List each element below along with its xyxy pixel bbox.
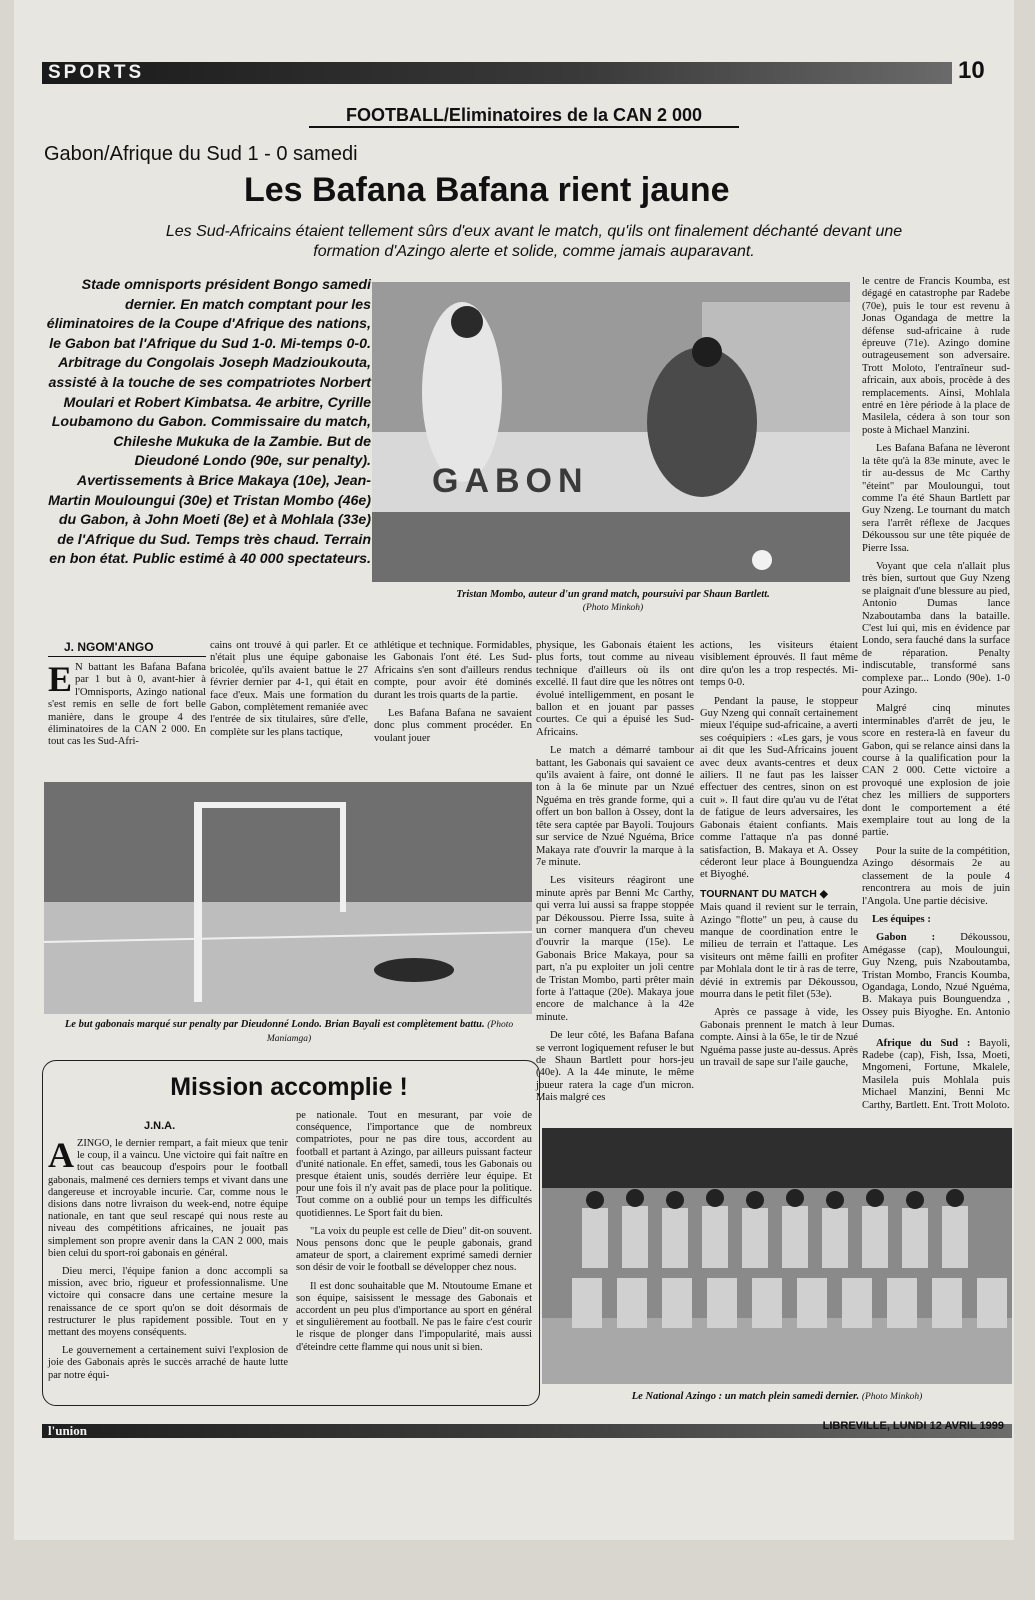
article-col-6-p3: Voyant que cela n'allait plus très bien, surtout que Guy Nzeng se plaignait d'une blessure au pied, Antonio Dumas lance Nzaboutamba dans la bataille. C'est lui qui, mis en évidence par Londo, sera fauché dans la surface de réparation. Penalty indiscutable, transformé sans complexe par... Londo (90e). 1-0 pour Azingo. <box>862 560 1010 696</box>
sidebar-col-2-p3: Il est donc souhaitable que M. Ntoutoume Emane et son équipe, saisissent le message des Gabonais et accordent un peu plus d'importance au sport en général et singulièrement au football. Ne pas le faire c'est courir le risque de plonger dans l'impopularité, mais aussi d'éteindre cette flamme qui nous unit si bien. <box>296 1280 532 1353</box>
sidebar-col-2 <box>296 1110 532 1400</box>
sidebar-col-1-p1-text: ZINGO, le dernier rempart, a fait mieux que tenir le coup, il a vaincu. Une victoire qui fait naître en tout cas beaucoup d'espoirs pour le football gabonais, malmené ces derniers temps et vivant dans une dangereuse et incroyable incurie. Car, comme nous le disions dans notre livraison du week-end, notre équipe nationale, en tant que seul rescapé qui nous reste au niveau des compétitions africaines, ne jouait pas simplement son propre avenir dans la CAN 2 000, mais bien celui du sport-roi gabonais en général. <box>48 1138 288 1259</box>
sidebar-col-2-p2: "La voix du peuple est celle de Dieu" dit-on souvent. Nous pensons donc que le peuple gabonais, grand amateur de sport, a clairement exprimé samedi dernier son désir de voir le football se développer chez nous. <box>296 1225 532 1274</box>
team-photo-caption <box>544 1390 1010 1404</box>
article-col-3 <box>374 640 532 780</box>
goal-photo-caption <box>54 1018 524 1046</box>
article-subhead: TOURNANT DU MATCH ◆ <box>700 887 828 900</box>
goal-caption-credit: (Photo Maniamga) <box>266 1020 514 1044</box>
team-photo <box>542 1128 1012 1384</box>
action-caption-text: Tristan Mombo, auteur d'un grand match, poursuivi par Shaun Bartlett. <box>456 589 770 600</box>
team-photo-art <box>542 1128 1012 1384</box>
overline: Gabon/Afrique du Sud 1 - 0 samedi <box>44 143 358 165</box>
article-col-5-p2: Pendant la pause, le stoppeur Guy Nzeng qui connaît certainement mieux l'équipe sud-africaine, a averti ses coéquipiers : «Les gars, je vous ai dit que les Sud-Africains jouent avec deux avants-centres et deux ailiers. Il ne faut pas les laisser effectuer des centres, sinon on est cuit ». Il faut dire qu'au vu de l'état de fatigue de leurs adversaires, les Gabonais étaient confiants. Mais comme l'attaque n'a pas donné satisfaction, B. Makaya et A. Ossey céderont leur place à Bounguendza et Biyoghé. <box>700 695 858 881</box>
footer-dateline: LIBREVILLE, LUNDI 12 AVRIL 1999 <box>822 1420 1004 1432</box>
sidebar-col-1-p3: Le gouvernement a certainement suivi l'explosion de joie des Gabonais après le succès arraché de haute lutte par notre équi- <box>48 1345 288 1381</box>
standfirst: Les Sud-Africains étaient tellement sûrs d'eux avant le match, qu'ils ont finalement déchanté devant une formation d'Azingo alerte et solide, comme jamais auparavant. <box>165 223 903 260</box>
goal-photo <box>44 782 532 1014</box>
article-col-3-p2: Les Bafana Bafana ne savaient donc plus comment procéder. En voulant jouer <box>374 708 532 744</box>
ad-board-text: GABON <box>432 462 589 500</box>
article-col-5-p4: Après ce passage à vide, les Gabonais prennent le match à leur compte. Ainsi à la 65e, le tir de Nzué Nguéma passe juste au-dessus. Après un travail de sape sur l'aile gauche, <box>700 1007 858 1068</box>
article-col-6 <box>862 276 1010 1116</box>
sidebar-col-1-p2: Dieu merci, l'équipe fanion a donc accompli sa mission, avec brio, rigueur et professionnalisme. Une victoire qui consacre dans une certaine mesure la renaissance de ce sport qu'on se doit désormais de restructurer le plus rapidement possible. Tout en y mettant des moyens conséquents. <box>48 1266 288 1339</box>
byline-rule <box>48 656 206 657</box>
team-caption-text: Le National Azingo : un match plein samedi dernier. <box>631 1391 860 1402</box>
sidebar-byline: J.N.A. <box>144 1120 176 1132</box>
article-col-1 <box>48 659 206 782</box>
sidebar-col-1-p1 <box>48 1135 288 1260</box>
sidebar-dropcap: A <box>48 1135 74 1175</box>
article-col-6-p2: Les Bafana Bafana ne lèveront la tête qu'à la 83e minute, avec le tir au-dessus de Mc Carthy "éteint" par Mouloungui, tout comme l'a été Shaun Bartlett par Guy Nzeng. Le tournant du match sera l'arrêt réflexe de Jacques Dékoussou sur une tête piquée de Pierre Issa. <box>862 443 1010 554</box>
kicker: FOOTBALL/Eliminatoires de la CAN 2 000 <box>345 105 703 125</box>
teams-gabon <box>862 932 1010 1031</box>
sidebar-col-2-p1: pe nationale. Tout en mesurant, par voie de conséquence, l'importance que de nombreux compatriotes, pour ne pas dire tous, accordent au football et partant à Azingo, par ailleurs puissant facteur d'unité nationale. En effet, samedi, tous les Gabonais ou presque étaient unis, soudés derrière leur équipe. Et pour une fois il n'y avait pas de place pour la politique. Tout comme on a oublié pour un temps les difficultés quotidiennes. Le Sport fait du bien. <box>296 1110 532 1219</box>
article-col-6-p4: Malgré cinq minutes interminables d'arrêt de jeu, le score en restera-là en faveur du Gabon, qui se relance ainsi dans la course à la qualification pour la CAN 2 000. Cette victoire a provoqué une explosion de joie chez les milliers de supporters dont le comportement a été exemplaire tout au long de la partie. <box>862 703 1010 839</box>
article-col-4-p3: Les visiteurs réagiront une minute après par Benni Mc Carthy, qui verra lui aussi sa frappe stoppée par Dékoussou. Pierre Issa, suite à un corner manquera d'un cheveu d'ouvrir la marque (15e). Le Gabonais Brice Makaya, pour sa part, n'a pu exploiter un joli centre de Tristan Mombo, parti prêter main forte à l'attaque (20e). Makaya joue encore de malchance à la 42e minute. <box>536 875 694 1023</box>
article-dropcap: E <box>48 659 73 699</box>
article-col-3-p1: athlétique et technique. Formidables, les Gabonais l'ont été. Les Sud-Africains s'en sont d'ailleurs rendus compte, pour avoir été dominés durant les trois quarts de la partie. <box>374 640 532 701</box>
article-col-6-p1: le centre de Francis Koumba, est dégagé en catastrophe par Radebe (70e), puis le tour est revenu à Jonas Ogandaga de mettre la défense sud-africaine à rude épreuve (71e). Azingo domine outrageusement son adversaire. Trott Moloto, l'entraîneur sud-africain, aux abois, procède à des remplacements. Ainsi, Mohlala entré en 1ère période à la place de Masilela, cédera à son tour son poste à Michael Manzini. <box>862 276 1010 436</box>
teams-rsa-label: Afrique du Sud : <box>876 1037 971 1049</box>
kicker-rule <box>309 126 739 128</box>
newspaper-page <box>14 0 1014 1540</box>
sidebar-col-1 <box>48 1135 288 1400</box>
footer-paper: l'union <box>48 1423 88 1438</box>
teams-gabon-label: Gabon : <box>876 932 936 944</box>
teams-gabon-list: Dékoussou, Amégasse (cap), Mouloungui, Guy Nzeng, puis Nzaboutamba, Tristan Mombo, Francis Koumba, Ogandaga, Londo, Nzué Nguéma, B. Makaya puis Bounguendza , Ossey puis Biyoghe. En. Antonio Dumas. <box>862 932 1010 1031</box>
section-label: SPORTS <box>48 62 145 83</box>
article-col-6-p5: Pour la suite de la compétition, Azingo désormais 2e au classement de la poule 4 rencontrera au mois de juin l'Angola. Une partie décisive. <box>862 845 1010 907</box>
article-col-4-p2: Le match a démarré tambour battant, les Gabonais qui savaient ce qu'ils avaient à faire, ont donné le ton à la 6e minute par un Nzué Nguéma en très grande forme, qui a offert un bon ballon à Ossey, dont la tête sera captée par Bayoli. Toujours sur service de Nzué Nguéma, Brice Makaya rate d'ouvrir la marque à la 7e minute. <box>536 745 694 868</box>
team-caption-credit: (Photo Minkoh) <box>861 1392 923 1402</box>
section-bar <box>42 62 952 84</box>
article-col-1-text: N battant les Bafana Bafana par 1 but à 0, avant-hier à l'Omnisports, Azingo national s'est remis en selle de fort belle manière, dans le groupe 4 des éliminatoires de la CAN 2 000. En tout cas les Sud-Afri- <box>48 662 206 748</box>
article-col-5-p1: actions, les visiteurs étaient visiblement éprouvés. Il faut même dire qu'on les a trop respectés. Mi-temps 0-0. <box>700 640 858 689</box>
article-col-5-p3: Mais quand il revient sur le terrain, Azingo "flotte" un peu, à cause du manque de coordination entre le milieu de terrain et l'attaque. Les visiteurs ont même failli en profiter par Mohlala dont le tir à ras de terre, dévié in extremis par Dékoussou, mourra dans le petit filet (53e). <box>700 902 858 1000</box>
action-photo-caption <box>374 588 852 615</box>
teams-rsa <box>862 1038 1010 1112</box>
teams-title: Les équipes : <box>872 913 931 925</box>
lead-summary: Stade omnisports président Bongo samedi dernier. En match comptant pour les éliminatoires de la Coupe d'Afrique des nations, le Gabon bat l'Afrique du Sud 1-0. Mi-temps 0-0. Arbitrage du Congolais Joseph Madzioukouta, assisté à la touche de ses compatriotes Norbert Moulari et Robert Kimbatsa. 4e arbitre, Cyrille Loubamono du Gabon. Commissaire du match, Chileshe Mukuka de la Zambie. But de Dieudoné Londo (90e, sur penalty). Avertissements à Brice Makaya (10e), Jean-Martin Mouloungui (30e) et Tristan Mombo (46e) du Gabon, à John Moeti (8e) et à Mohlala (33e) de l'Afrique du Sud. Temps très chaud. Terrain en bon état. Public estimé à 40 000 spectateurs. <box>46 277 371 568</box>
byline: J. NGOM'ANGO <box>64 640 154 654</box>
article-col-2: cains ont trouvé à qui parler. Et ce n'était plus une équipe gabonaise bricolée, qu'ils avaient battue le 27 février dernier par 4-1, qui était en face d'eux. Mais une formation du Gabon, complètement remaniée avec l'entrée de six titulaires, sûre d'elle, complète sur les plans tactique, <box>210 640 368 738</box>
article-col-4-p4: De leur côté, les Bafana Bafana se verront logiquement refuser le but de Shaun Bartlett pour hors-jeu (40e). A la 44e minute, le même joueur ratera la cage d'un micron. Mais malgré ces <box>536 1030 694 1104</box>
page-number: 10 <box>958 57 985 84</box>
goal-photo-art <box>44 782 532 1014</box>
article-col-4-p1: physique, les Gabonais étaient les plus forts, tout comme au niveau technique d'ailleurs où ils ont excellé. Il faut dire que les nôtres ont évolué intelligemment, en posant le ballon et en jouant par passes courtes. Ce qui a épuisé les Sud- Africains. <box>536 640 694 738</box>
headline: Les Bafana Bafana rient jaune <box>244 171 730 209</box>
action-caption-credit: (Photo Minkoh) <box>582 603 644 613</box>
article-col-4 <box>536 640 694 1104</box>
goal-caption-text: Le but gabonais marqué sur penalty par Dieudonné Londo. Brian Bayali est complètement battu. <box>64 1019 485 1030</box>
sidebar-title: Mission accomplie ! <box>170 1073 408 1101</box>
action-photo-art <box>372 282 850 582</box>
action-photo <box>372 282 850 582</box>
teams-rsa-list: Bayoli, Radebe (cap), Fish, Issa, Moeti, Mngomeni, Fortune, Mkalele, Masilela puis Mohlala puis Michael Manzini, Benni Mc Carthy, Bartlett. Ent. Trott Moloto. <box>862 1037 1010 1111</box>
article-col-5 <box>700 640 858 1120</box>
